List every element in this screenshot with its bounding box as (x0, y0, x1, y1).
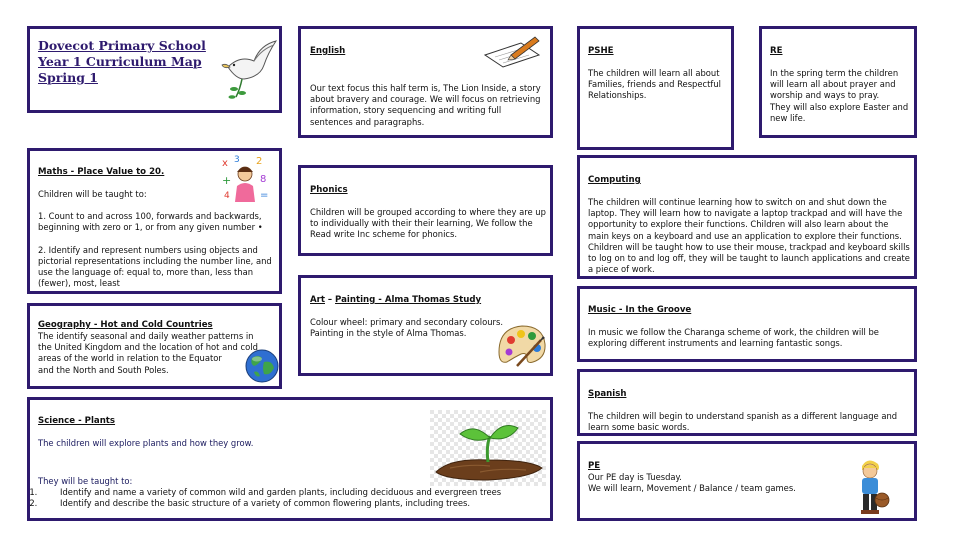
pe-heading: PE (588, 461, 601, 471)
music-box (577, 286, 917, 362)
re-box (759, 26, 917, 138)
pe-learning: We will learn, Movement / Balance / team games. (588, 483, 796, 494)
pencil-paper-icon (481, 33, 543, 69)
art-subheading: Painting - Alma Thomas Study (335, 295, 482, 305)
computing-text: The children will continue learning how to switch on and shut down the laptop. They will learn how to navigate a laptop trackpad and will have the opportunity to explore their functions. Children will also learn about the main keys on a keyboard and use an application to explore their functions. Children will be taught how to use their mouse, trackpad and keyboard skills to log on to and log off, they will be taught to launch applications and create a piece of work. (588, 197, 910, 275)
computing-heading: Computing (588, 175, 641, 185)
science-taught: They will be taught to: (38, 476, 133, 486)
svg-text:+: + (222, 174, 232, 187)
geography-heading: Geography - Hot and Cold Countries (38, 320, 213, 330)
science-intro: The children will explore plants and how they grow. (38, 438, 254, 448)
science-heading: Science - Plants (38, 416, 116, 426)
english-heading: English (310, 46, 346, 56)
pe-box (577, 441, 917, 521)
science-list-item: 1. Identify and name a variety of common wild and garden plants, including deciduous and evergreen trees (40, 487, 553, 498)
music-text: In music we follow the Charanga scheme of work, the children will be exploring different instruments and learning fantastic songs. (588, 327, 879, 349)
pshe-text: The children will learn all about Families, friends and Respectful Relationships. (588, 68, 721, 101)
art-line-colour-wheel: Colour wheel: primary and secondary colours. (310, 317, 503, 327)
music-heading: Music - In the Groove (588, 305, 692, 315)
english-text: Our text focus this half term is, The Lion Inside, a story about bravery and courage. We will focus on retrieving information, story sequencing and writing full sentences and paragraphs. (310, 83, 541, 127)
pshe-heading: PSHE (588, 46, 614, 56)
maths-point-2: 2. Identify and represent numbers using objects and pictorial representations including the number line, and use the language of: equal to, more than, less than (fewer), most, least (38, 244, 272, 289)
spanish-heading: Spanish (588, 389, 627, 399)
art-box (298, 275, 553, 376)
re-text-prayer: In the spring term the children will learn all about prayer and worship and ways to pray. (770, 68, 899, 101)
svg-text:x: x (222, 158, 228, 169)
maths-intro: Children will be taught to: (38, 189, 147, 199)
phonics-text: Children will be grouped according to where they are up to individually with their their learning, We follow the Read write Inc scheme for phonics. (310, 207, 546, 240)
svg-text:4: 4 (224, 191, 230, 201)
art-heading: Art (310, 295, 325, 305)
school-name: Dovecot Primary School (38, 38, 206, 53)
term-title: Spring 1 (38, 70, 98, 85)
science-list (27, 487, 553, 509)
paint-palette-icon (497, 322, 547, 370)
svg-text:2: 2 (256, 156, 263, 167)
re-heading: RE (770, 46, 783, 56)
spanish-text: The children will begin to understand spanish as a different language and learn some basic words. (588, 411, 898, 433)
plant-seedling-icon (430, 410, 546, 486)
spanish-box (577, 369, 917, 436)
re-text-easter: They will also explore Easter and new life. (770, 101, 909, 123)
maths-heading: Maths - Place Value to 20. (38, 167, 165, 177)
pshe-box (577, 26, 734, 150)
art-heading-separator: – (325, 294, 336, 304)
svg-text:3: 3 (234, 155, 240, 165)
english-box (298, 26, 553, 138)
phonics-box (298, 165, 553, 256)
maths-box (27, 148, 282, 294)
geography-box (27, 303, 282, 389)
svg-text:=: = (260, 190, 269, 201)
year-title: Year 1 Curriculum Map (38, 54, 202, 69)
maths-point-1: 1. Count to and across 100, forwards and backwards, beginning with zero or 1, or from any given number • (38, 211, 263, 233)
title-box (27, 26, 282, 113)
dove-icon (220, 37, 280, 103)
art-line-alma-thomas: Painting in the style of Alma Thomas. (310, 328, 467, 339)
maths-girl-icon (220, 154, 270, 204)
geography-text-poles: and the North and South Poles. (38, 364, 169, 375)
boy-with-ball-icon (852, 458, 892, 518)
pe-day: Our PE day is Tuesday. (588, 472, 682, 482)
svg-text:8: 8 (260, 174, 267, 185)
computing-box (577, 155, 917, 279)
science-list-item: 2. Identify and describe the basic structure of a variety of common flowering plants, including trees. (40, 498, 553, 509)
phonics-heading: Phonics (310, 185, 348, 195)
globe-icon (244, 348, 280, 384)
science-box (27, 397, 553, 521)
geography-text: The identify seasonal and daily weather patterns in the United Kingdom and the location of hot and cold areas of the world in relation to the Equator (38, 331, 258, 364)
